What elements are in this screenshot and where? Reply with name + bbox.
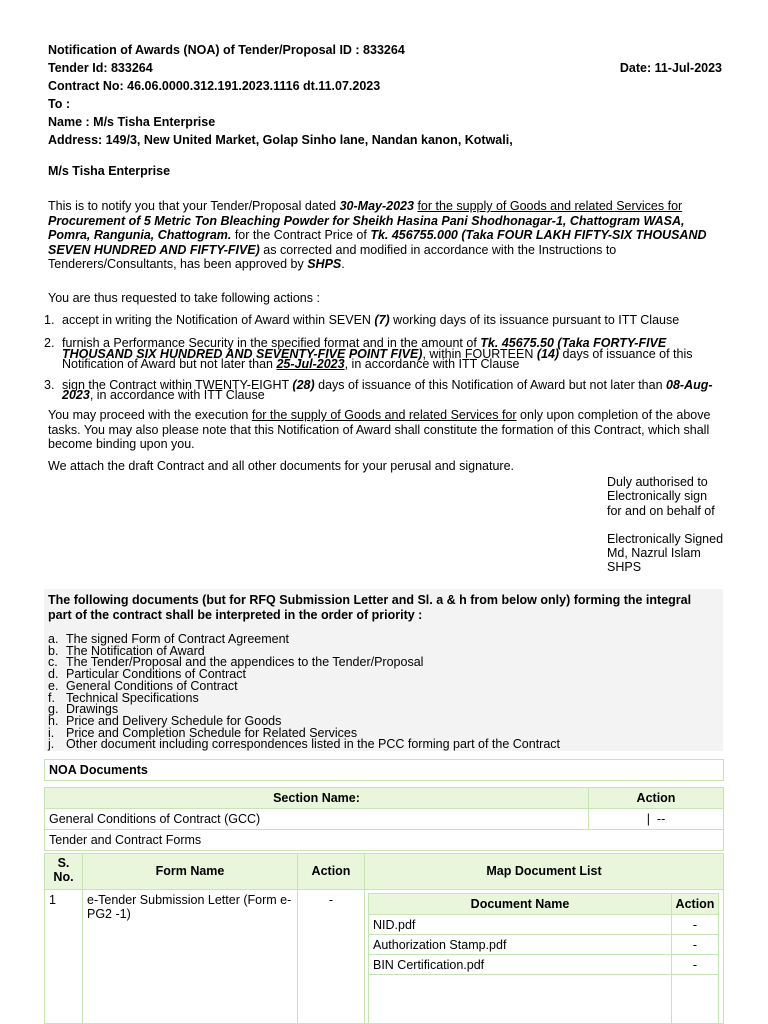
noa-header <box>48 41 722 149</box>
action-text: sign the Contract within TWENTY-EIGHT <box>62 377 293 392</box>
action-item <box>44 377 713 402</box>
form-action-header: Action <box>297 853 365 890</box>
document-action[interactable]: - <box>671 914 719 935</box>
action-text-2: days of issuance of this Notification of Award but not later than <box>314 377 667 392</box>
deadline-date: 25-Jul-2023 <box>276 357 345 371</box>
action-text: accept in writing the Notification of Award within SEVEN <box>62 313 375 327</box>
priority-title: The following documents (but for RFQ Submission Letter and Sl. a & h from below only) forming the integral part of the contract shall be interpreted in the order of priority : <box>48 593 692 622</box>
signature-line: for and on behalf of <box>607 503 715 518</box>
document-action-partial <box>671 974 719 1024</box>
priority-letter: d. <box>48 667 59 682</box>
intro-paragraph <box>48 199 713 272</box>
noa-documents-title: NOA Documents <box>44 759 724 781</box>
document-name[interactable]: NID.pdf <box>368 914 672 935</box>
forms-row: Tender and Contract Forms <box>44 829 724 851</box>
action-days: (28) <box>292 377 315 392</box>
tender-id: Tender Id: 833264 <box>48 61 153 75</box>
gcc-action[interactable]: | -- <box>588 808 724 830</box>
priority-letter: f. <box>48 690 55 705</box>
priority-text: Particular Conditions of Contract <box>66 667 246 682</box>
priority-box <box>44 589 723 751</box>
action-text-2: working days of its issuance pursuant to ITT Clause <box>389 313 680 327</box>
document-name-header: Document Name <box>368 893 672 915</box>
row-action[interactable]: - <box>297 889 365 1024</box>
action-days: (7) <box>374 313 390 327</box>
signer-org: SHPS <box>607 560 642 575</box>
action-text-2: , within FOURTEEN <box>422 346 537 361</box>
action-text-4: , in accordance with ITT Clause <box>344 357 520 371</box>
priority-text: Drawings <box>66 702 119 717</box>
action-text-3: days of issuance of this Notification of Award but not later than <box>62 346 693 371</box>
priority-letter: a. <box>48 632 59 646</box>
signature-block <box>607 475 723 575</box>
priority-text: The signed Form of Contract Agreement <box>66 632 290 646</box>
actions-list <box>44 313 713 402</box>
row-form-name: e-Tender Submission Letter (Form e-PG2 -1) <box>82 889 298 1024</box>
tender-date: 30-May-2023 <box>339 199 414 213</box>
priority-letter: j. <box>48 737 55 752</box>
proceed-text: You may proceed with the execution <box>48 408 252 422</box>
priority-text: Other document including correspondences listed in the PCC forming part of the Contract <box>66 737 561 752</box>
proceed-text-2: only upon completion of the above tasks. You may also please note that this Notification of Award shall constitute the formation of this Contract, which shall become binding upon you. <box>48 408 711 451</box>
recipient-address: Address: 149/3, New United Market, Golap Sinho lane, Nandan kanon, Kotwali, <box>48 133 513 147</box>
document-action[interactable]: - <box>671 954 719 975</box>
priority-letter: e. <box>48 678 59 693</box>
document-name[interactable]: Authorization Stamp.pdf <box>368 934 672 955</box>
priority-item <box>48 739 560 751</box>
noa-title: Notification of Awards (NOA) of Tender/Proposal ID : 833264 <box>48 43 405 57</box>
intro-text-2: for the Contract Price of <box>231 228 371 242</box>
signature-line: Duly authorised to <box>607 475 708 489</box>
intro-text: This is to notify you that your Tender/Proposal dated <box>48 199 340 213</box>
section-name-header: Section Name: <box>44 787 589 809</box>
action-item <box>44 336 713 371</box>
priority-letter: c. <box>48 655 58 670</box>
procurement-subject: Procurement of 5 Metric Ton Bleaching Powder for Sheikh Hasina Pani Shodhonagar-1, Chattogram WASA, Pomra, Rangunia, Chattogram. <box>48 213 685 242</box>
contract-no: Contract No: 46.06.0000.312.191.2023.1116 dt.11.07.2023 <box>48 79 381 93</box>
sno-header: S. No. <box>44 853 83 890</box>
action-number: 2. <box>44 336 55 350</box>
priority-letter: i. <box>48 725 55 740</box>
priority-item <box>48 690 560 705</box>
proceed-supply-text: for the supply of Goods and related Services for <box>251 408 517 422</box>
form-name-header: Form Name <box>82 853 298 890</box>
priority-letter: b. <box>48 643 59 658</box>
action-number: 1. <box>44 313 55 327</box>
intro-text-3: as corrected and modified in accordance with the Instructions to Tenderers/Consultants, has been approved by <box>48 242 617 271</box>
gcc-row: General Conditions of Contract (GCC) <box>44 808 589 830</box>
document-action[interactable]: - <box>671 934 719 955</box>
recipient-name: Name : M/s Tisha Enterprise <box>48 115 216 129</box>
document-action-header: Action <box>671 893 719 915</box>
salutation: M/s Tisha Enterprise <box>48 164 171 178</box>
deadline-date: 08-Aug-2023 <box>62 377 713 402</box>
approver: SHPS <box>307 257 342 271</box>
document-row-partial <box>368 974 672 1024</box>
performance-security-amount: Tk. 45675.50 (Taka FORTY-FIVE THOUSAND SIX HUNDRED AND SEVENTY-FIVE POINT FIVE) <box>62 336 667 361</box>
priority-text: Price and Completion Schedule for Related Services <box>66 725 358 740</box>
attach-line: We attach the draft Contract and all other documents for your perusal and signature. <box>48 459 515 473</box>
priority-text: Technical Specifications <box>66 690 199 705</box>
priority-list <box>48 634 560 751</box>
section-action-header: Action <box>588 787 724 809</box>
signature-line: Electronically sign <box>607 489 708 504</box>
action-item <box>44 313 713 327</box>
priority-text: The Tender/Proposal and the appendices to the Tender/Proposal <box>66 655 424 670</box>
priority-letter: h. <box>48 713 59 728</box>
proceed-paragraph <box>48 408 713 452</box>
signature-line: Electronically Signed <box>607 531 724 546</box>
map-document-list-header: Map Document List <box>364 853 724 890</box>
noa-date: Date: 11-Jul-2023 <box>619 61 722 75</box>
priority-text: Price and Delivery Schedule for Goods <box>66 713 282 728</box>
document-name[interactable]: BIN Certification.pdf <box>368 954 672 975</box>
action-text-3: , in accordance with ITT Clause <box>89 388 265 402</box>
priority-text: The Notification of Award <box>66 643 205 658</box>
supply-text: for the supply of Goods and related Services for <box>417 199 683 213</box>
contract-price: Tk. 456755.000 (Taka FOUR LAKH FIFTY-SIX THOUSAND SEVEN HUNDRED AND FIFTY-FIVE) <box>48 228 707 257</box>
action-number: 3. <box>44 377 55 392</box>
signer-name: Md, Nazrul Islam <box>607 546 701 561</box>
request-line: You are thus requested to take following actions : <box>48 291 320 305</box>
priority-letter: g. <box>48 702 59 717</box>
tender-id-line <box>48 59 722 77</box>
action-days: (14) <box>536 346 560 361</box>
signature-spacer <box>607 518 723 532</box>
intro-end: . <box>341 257 345 271</box>
priority-text: General Conditions of Contract <box>66 678 238 693</box>
action-text: furnish a Performance Security in the specified format and in the amount of <box>62 336 481 350</box>
to-label: To : <box>48 97 70 111</box>
row-sno: 1 <box>44 889 83 1024</box>
